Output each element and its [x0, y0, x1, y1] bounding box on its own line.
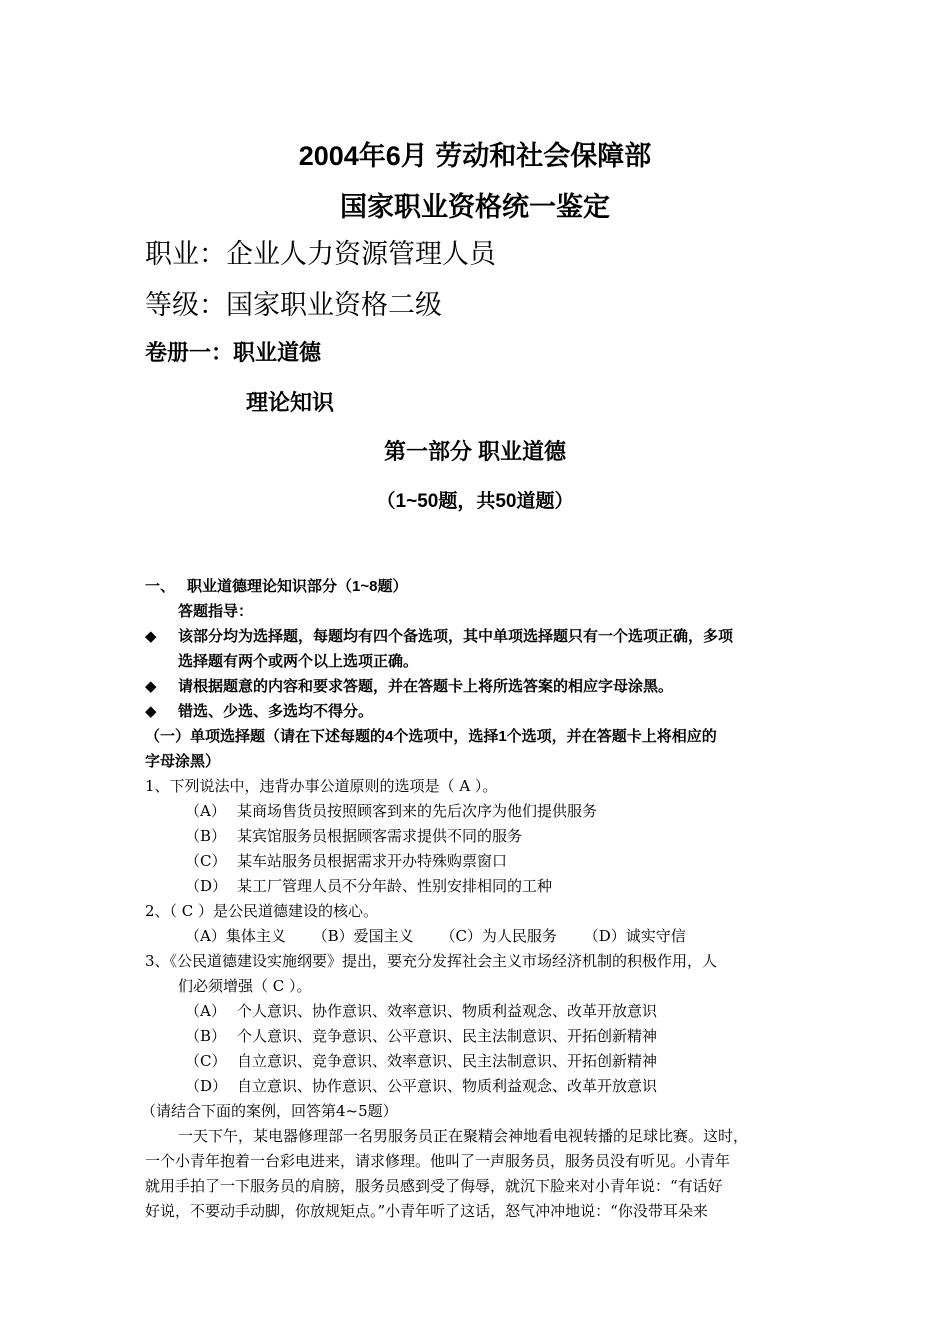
question-2-stem: 2、（ C ）是公民道德建设的核心。 [145, 902, 379, 920]
section-heading-text: 职业道德理论知识部分（1~8题） [187, 578, 408, 595]
question-1-option-b: （B） 某宾馆服务员根据顾客需求提供不同的服务 [185, 827, 523, 845]
case-note: （请结合下面的案例，回答第4~5题） [141, 1102, 398, 1120]
question-2-option-c: （C）为人民服务 [440, 927, 557, 945]
guide-label: 答题指导： [178, 603, 254, 620]
bullet-item: ◆ 错选、少选、多选均不得分。 [145, 699, 815, 724]
diamond-bullet-icon: ◆ [145, 703, 157, 720]
question-3-option-b: （B） 个人意识、竞争意识、公平意识、民主法制意识、开拓创新精神 [185, 1027, 658, 1045]
section-number: 一、 [145, 578, 176, 595]
question-1-option-a: （A） 某商场售货员按照顾客到来的先后次序为他们提供服务 [185, 802, 598, 820]
question-3-option-a: （A） 个人意识、协作意识、效率意识、物质利益观念、改革开放意识 [185, 1002, 658, 1020]
case-paragraph-line: 一天下午，某电器修理部一名男服务员正在聚精会神地看电视转播的足球比赛。这时， [178, 1127, 749, 1145]
volume-line: 卷册一：职业道德 [145, 340, 322, 365]
question-1-stem: 1、下列说法中，违背办事公道原则的选项是（ A ）。 [145, 777, 498, 795]
case-paragraph-line: 好说，不要动手动脚，你放规矩点。”小青年听了这话，怒气冲冲地说：“你没带耳朵来 [145, 1202, 708, 1220]
question-2-option-a: （A）集体主义 [185, 927, 286, 945]
part-title: 第一部分 职业道德 [383, 439, 567, 464]
bullet-item-continuation: 选择题有两个或两个以上选项正确。 [178, 653, 419, 670]
subvolume-line: 理论知识 [246, 390, 335, 415]
diamond-bullet-icon: ◆ [145, 628, 157, 645]
question-3-stem: 3、《公民道德建设实施纲要》提出，要充分发挥社会主义市场经济机制的积极作用，人 [145, 952, 718, 970]
subsection-heading: （一）单项选择题（请在下述每题的4个选项中，选择1个选项，并在答题卡上将相应的 [145, 728, 717, 745]
title-line-2: 国家职业资格统一鉴定 [340, 192, 610, 222]
question-1-option-d: （D） 某工厂管理人员不分年龄、性别安排相同的工种 [185, 877, 553, 895]
level-line: 等级：国家职业资格二级 [145, 290, 442, 321]
question-3-stem-continuation: 们必须增强（ C ）。 [178, 977, 312, 995]
bullet-item: ◆ 请根据题意的内容和要求答题，并在答题卡上将所选答案的相应字母涂黑。 [145, 674, 815, 699]
question-2-option-d: （D）诚实守信 [583, 927, 686, 945]
question-3-option-c: （C） 自立意识、竞争意识、效率意识、民主法制意识、开拓创新精神 [185, 1052, 658, 1070]
title-line-1: 2004年6月 劳动和社会保障部 [298, 141, 652, 171]
occupation-line: 职业：企业人力资源管理人员 [145, 239, 496, 270]
case-paragraph-line: 一个小青年抱着一台彩电进来，请求修理。他叫了一声服务员，服务员没有听见。小青年 [145, 1152, 731, 1170]
question-1-option-c: （C） 某车站服务员根据需求开办特殊购票窗口 [185, 852, 508, 870]
document-body [141, 574, 815, 1224]
question-2-options [145, 924, 815, 949]
case-paragraph-line: 就用手拍了一下服务员的肩膀，服务员感到受了侮辱，就沉下脸来对小青年说：“有话好 [145, 1177, 723, 1195]
section-heading [145, 574, 815, 599]
question-3-option-d: （D） 自立意识、协作意识、公平意识、物质利益观念、改革开放意识 [185, 1077, 658, 1095]
diamond-bullet-icon: ◆ [145, 678, 157, 695]
question-2-option-b: （B）爱国主义 [312, 927, 414, 945]
subsection-heading-continuation: 字母涂黑） [145, 753, 221, 770]
part-range: （1~50题，共50道题） [376, 491, 574, 512]
bullet-item: ◆ 该部分均为选择题，每题均有四个备选项，其中单项选择题只有一个选项正确，多项 [145, 624, 815, 649]
